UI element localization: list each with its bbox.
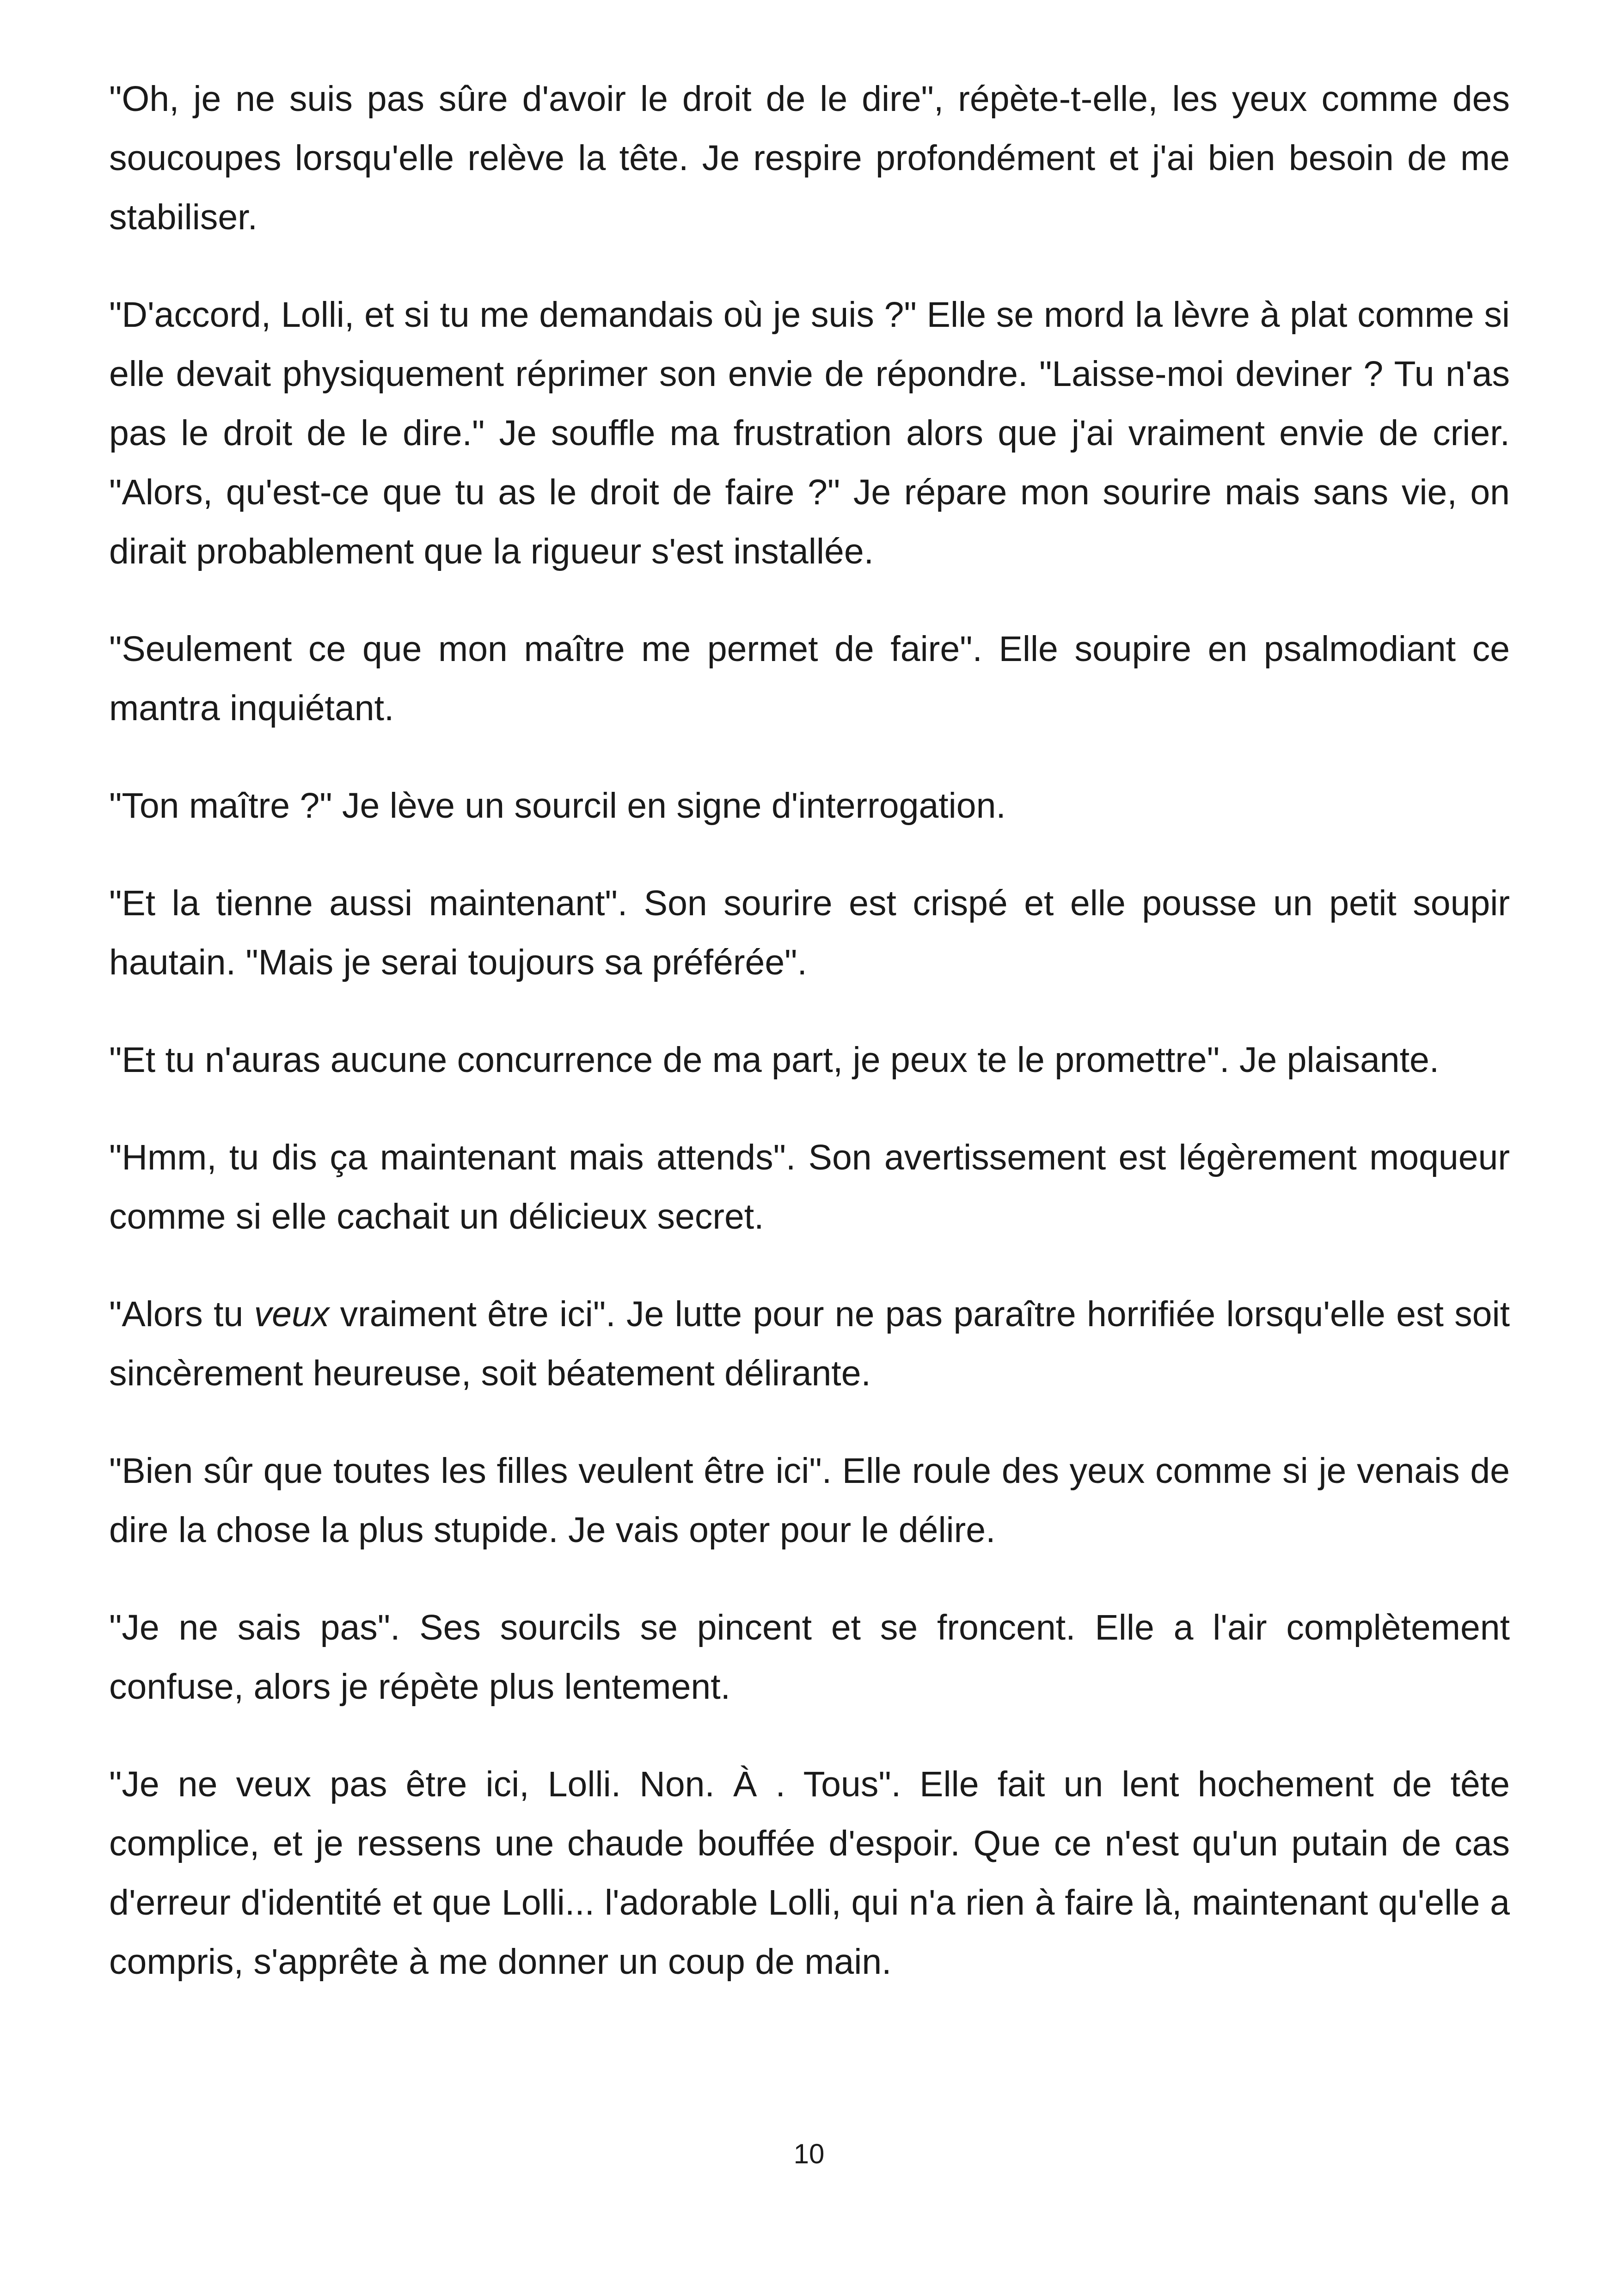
paragraph-7: "Hmm, tu dis ça maintenant mais attends". Son avertissement est légèrement moqueur comme si elle cachait un délicieux secret. xyxy=(109,1138,1510,1237)
paragraph-10: "Je ne sais pas". Ses sourcils se pincent et se froncent. Elle a l'air complètement confuse, alors je répète plus lentement. xyxy=(109,1608,1510,1707)
paragraph-11: "Je ne veux pas être ici, Lolli. Non. À . Tous". Elle fait un lent hochement de tête complice, et je ressens une chaude bouffée d'espoir. Que ce n'est qu'un putain de cas d'erreur d'identité et que Lolli... l'adorable Lolli, qui n'a rien à faire là, maintenant qu'elle a compris, s'apprête à me donner un coup de main. xyxy=(109,1764,1510,1982)
paragraph-3: "Seulement ce que mon maître me permet de faire". Elle soupire en psalmodiant ce mantra inquiétant. xyxy=(109,629,1510,728)
paragraph-1: "Oh, je ne suis pas sûre d'avoir le droit de le dire", répète-t-elle, les yeux comme des soucoupes lorsqu'elle relève la tête. Je respire profondément et j'ai bien besoin de me stabiliser. xyxy=(109,79,1510,237)
paragraph-8-emphasis: veux xyxy=(254,1294,330,1334)
paragraph-9: "Bien sûr que toutes les filles veulent être ici". Elle roule des yeux comme si je venais de dire la chose la plus stupide. Je vais opter pour le délire. xyxy=(109,1451,1510,1550)
paragraph-8-after: vraiment être ici". Je lutte pour ne pas paraître horrifiée lorsqu'elle est soit sincèrement heureuse, soit béatement délirante. xyxy=(109,1294,1510,1393)
body-text xyxy=(109,69,1510,1991)
paragraph-2: "D'accord, Lolli, et si tu me demandais où je suis ?" Elle se mord la lèvre à plat comme si elle devait physiquement réprimer son envie de répondre. "Laisse-moi deviner ? Tu n'as pas le droit de le dire." Je souffle ma frustration alors que j'ai vraiment envie de crier. "Alors, qu'est-ce que tu as le droit de faire ?" Je répare mon sourire mais sans vie, on dirait probablement que la rigueur s'est installée. xyxy=(109,295,1510,571)
page-number: 10 xyxy=(793,2138,825,2169)
paragraph-5: "Et la tienne aussi maintenant". Son sourire est crispé et elle pousse un petit soupir hautain. "Mais je serai toujours sa préférée". xyxy=(109,883,1510,982)
paragraph-8-before: "Alors tu xyxy=(109,1294,254,1334)
paragraph-4: "Ton maître ?" Je lève un sourcil en signe d'interrogation. xyxy=(109,786,1006,826)
paragraph-8 xyxy=(109,1285,1510,1403)
paragraph-6: "Et tu n'auras aucune concurrence de ma part, je peux te le promettre". Je plaisante. xyxy=(109,1040,1440,1080)
